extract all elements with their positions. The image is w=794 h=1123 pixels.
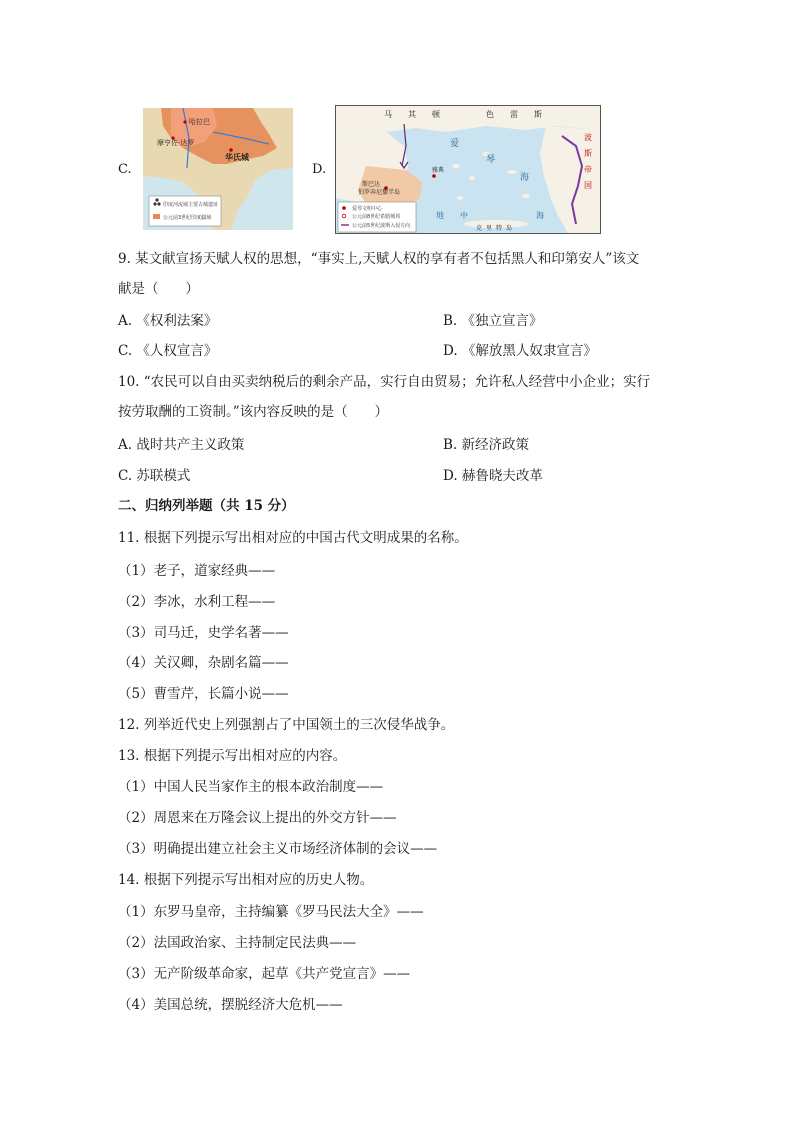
q10-stem-line2: 按劳取酬的工资制。”该内容反映的是（ ） xyxy=(118,404,389,420)
section-2-title: 二、归纳列举题（共 15 分） xyxy=(118,498,295,514)
greece-label-si2: 斯 xyxy=(584,149,592,158)
greece-label-bo: 波 xyxy=(584,133,592,142)
q10-option-d: D. 赫鲁晓夫改革 xyxy=(443,468,543,484)
q13-item-2: （2）周恩来在万隆会议上提出的外交方针—— xyxy=(118,810,397,826)
option-d-label: D. xyxy=(312,162,327,177)
greece-label-di2: 地 xyxy=(436,211,444,220)
greece-label-li: 里 xyxy=(486,225,493,232)
q9-option-d: D. 《解放黑人奴隶宣言》 xyxy=(443,343,597,359)
q14-stem: 14. 根据下列提示写出相对应的历史人物。 xyxy=(118,872,374,888)
greece-label-sparta: 斯巴达 xyxy=(362,181,381,188)
q11-stem: 11. 根据下列提示写出相对应的中国古代文明成果的名称。 xyxy=(118,530,468,546)
q11-item-1: （1）老子，道家经典—— xyxy=(118,563,276,579)
greece-label-zhong: 中 xyxy=(460,211,468,220)
q12-stem: 12. 列举近代史上列强割占了中国领土的三次侵华战争。 xyxy=(118,717,455,733)
greece-label-guo: 国 xyxy=(584,181,592,190)
greece-legend-3: 公元前5世纪波斯入侵方向 xyxy=(352,223,411,229)
india-map xyxy=(143,108,293,230)
q13-item-1: （1）中国人民当家作主的根本政治制度—— xyxy=(118,779,384,795)
india-legend-2: 公元前3世纪印度疆域 xyxy=(163,215,212,221)
greece-label-ke: 克 xyxy=(476,225,483,232)
q10-option-b: B. 新经济政策 xyxy=(443,437,530,453)
q9-option-c: C. 《人权宣言》 xyxy=(118,343,218,359)
greece-label-se: 色 xyxy=(486,110,494,119)
greece-label-te: 特 xyxy=(496,225,503,232)
q9-stem-line1: 9. 某文献宣扬天赋人权的思想，“事实上,天赋人权的享有者不包括黑人和印第安人”该文 xyxy=(118,251,640,267)
q11-item-5: （5）曹雪芹，长篇小说—— xyxy=(118,686,289,702)
greece-label-athens: 雅典 xyxy=(432,167,445,174)
q11-item-3: （3）司马迁，史学名著—— xyxy=(118,625,289,641)
greece-label-lei: 雷 xyxy=(510,110,518,119)
q13-item-3: （3）明确提出建立社会主义市场经济体制的会议—— xyxy=(118,841,438,857)
q10-option-c: C. 苏联模式 xyxy=(118,468,191,484)
q9-option-b: B. 《独立宣言》 xyxy=(443,313,543,329)
greece-label-qin: 琴 xyxy=(486,155,496,165)
q14-item-2: （2）法国政治家、主持制定民法典—— xyxy=(118,935,357,951)
greece-label-peloponnese: 伯罗奔尼撒半岛 xyxy=(358,189,401,196)
greece-label-si: 斯 xyxy=(534,110,542,119)
q13-stem: 13. 根据下列提示写出相对应的内容。 xyxy=(118,748,347,764)
greece-label-hai2: 海 xyxy=(536,211,544,220)
option-c-label: C. xyxy=(118,162,132,177)
greece-legend-2: 公元前8世纪希腊城邦 xyxy=(352,214,401,220)
greece-map-svg xyxy=(336,106,600,233)
india-legend-1: 印度河流域主要古城遗址 xyxy=(163,202,219,208)
greece-legend-1: 爱琴文明中心 xyxy=(352,206,383,212)
greece-map xyxy=(335,105,601,234)
q14-item-4: （4）美国总统，摆脱经济大危机—— xyxy=(118,997,343,1013)
q9-option-a: A. 《权利法案》 xyxy=(118,313,218,329)
greece-label-dao: 岛 xyxy=(506,225,513,232)
q14-item-1: （1）东罗马皇帝，主持编纂《罗马民法大全》—— xyxy=(118,904,424,920)
greece-label-qi: 其 xyxy=(408,110,416,119)
q9-stem-line2: 献是（ ） xyxy=(118,281,199,297)
greece-label-di: 帝 xyxy=(584,165,592,174)
q11-item-4: （4）关汉卿，杂剧名篇—— xyxy=(118,655,289,671)
india-label-pataliputra: 华氏城 xyxy=(225,153,249,162)
greece-label-ai: 爱 xyxy=(450,139,460,149)
greece-label-ma: 马 xyxy=(384,110,392,119)
india-map-svg xyxy=(143,108,293,230)
india-label-harappa: 哈拉巴 xyxy=(189,118,210,126)
q14-item-3: （3）无产阶级革命家，起草《共产党宣言》—— xyxy=(118,966,411,982)
greece-label-dun: 顿 xyxy=(432,110,440,119)
greece-label-hai: 海 xyxy=(520,173,530,183)
q11-item-2: （2）李冰，水利工程—— xyxy=(118,594,276,610)
q10-stem-line1: 10. “农民可以自由买卖纳税后的剩余产品，实行自由贸易；允许私人经营中小企业；实行 xyxy=(118,374,651,390)
india-label-mohenjodaro: 摩亨佐·达罗 xyxy=(157,139,195,147)
q10-option-a: A. 战时共产主义政策 xyxy=(118,437,245,453)
